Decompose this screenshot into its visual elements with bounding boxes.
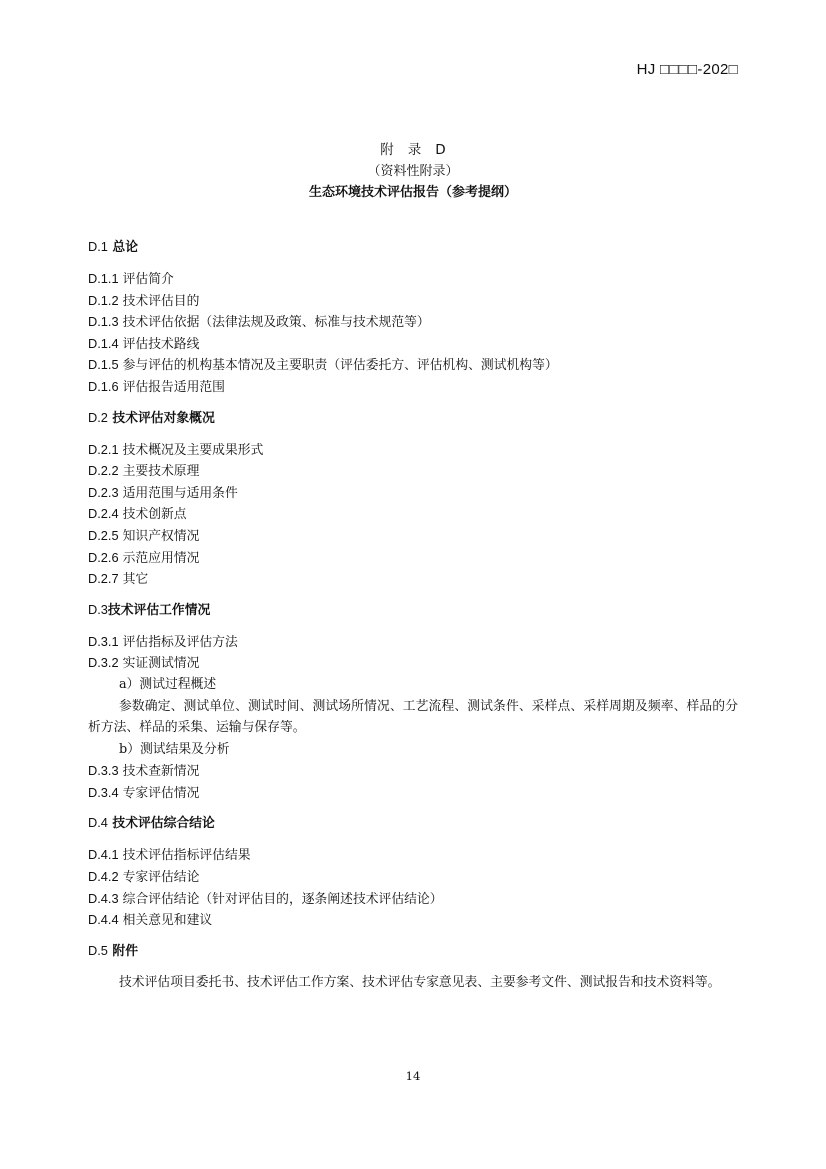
item-text: 主要技术原理 <box>122 464 200 480</box>
document-code: HJ □□□□-202□ <box>636 61 738 78</box>
list-item <box>88 547 738 569</box>
list-item <box>88 782 738 804</box>
list-item <box>88 866 738 888</box>
appendix-word-1: 附 <box>380 142 394 158</box>
item-text: 技术创新点 <box>122 507 187 523</box>
list-item <box>88 844 738 866</box>
item-number: D.4.3 <box>88 890 119 906</box>
item-text: 技术评估指标评估结果 <box>122 848 251 864</box>
section-number: D.3 <box>88 601 108 617</box>
list-item <box>88 503 738 525</box>
item-text: 实证测试情况 <box>122 656 200 672</box>
item-text: 适用范围与适用条件 <box>122 485 238 501</box>
item-number: D.2.3 <box>88 484 119 500</box>
item-text: 参与评估的机构基本情况及主要职责（评估委托方、评估机构、测试机构等） <box>122 358 558 374</box>
appendix-label <box>0 140 826 161</box>
list-item <box>88 311 738 333</box>
item-text: 评估指标及评估方法 <box>122 634 238 650</box>
item-number: D.1.5 <box>88 357 119 373</box>
list-item <box>88 631 738 653</box>
section-title: 总论 <box>112 240 138 255</box>
subitem-a-paragraph: 参数确定、测试单位、测试时间、测试场所情况、工艺流程、测试条件、采样点、采样周期及频率、样品的分析方法、样品的采集、运输与保存等。 <box>88 698 738 736</box>
subitem-b: b）测试结果及分析 <box>119 741 230 757</box>
subitem-a: a）测试过程概述 <box>119 676 217 692</box>
item-number: D.1.3 <box>88 314 119 330</box>
appendix-word-2: 录 <box>407 142 422 158</box>
section-number: D.1 <box>88 239 108 254</box>
item-text: 评估简介 <box>122 272 174 287</box>
list-item <box>88 268 738 290</box>
page-number: 14 <box>405 1069 421 1083</box>
list-item <box>88 888 738 910</box>
item-number: D.2.2 <box>88 463 119 479</box>
item-text: 专家评估结论 <box>122 870 200 886</box>
section-number: D.4 <box>88 815 108 831</box>
section-number: D.5 <box>88 942 108 958</box>
item-number: D.4.4 <box>88 912 119 928</box>
list-item <box>88 652 738 674</box>
appendix-title: 生态环境技术评估报告（参考提纲） <box>308 185 517 200</box>
item-number: D.3.3 <box>88 763 119 779</box>
list-item <box>88 482 738 504</box>
list-item <box>88 460 738 482</box>
item-number: D.3.2 <box>88 655 119 671</box>
item-number: D.2.7 <box>88 571 119 587</box>
section-heading-d5 <box>88 940 738 962</box>
item-number: D.1.4 <box>88 335 119 351</box>
item-number: D.1.1 <box>88 271 119 286</box>
section-number: D.2 <box>88 409 108 425</box>
list-item <box>88 376 738 398</box>
item-text: 技术查新情况 <box>122 764 200 780</box>
section-title: 技术评估对象概况 <box>112 410 215 426</box>
document-body <box>88 236 738 993</box>
appendix-letter: D <box>435 142 446 158</box>
list-item <box>88 760 738 782</box>
item-text: 技术评估依据（法律法规及政策、标准与技术规范等） <box>122 315 430 331</box>
item-text: 综合评估结论（针对评估目的，逐条阐述技术评估结论） <box>122 891 443 907</box>
item-number: D.1.2 <box>88 292 119 308</box>
item-text: 其它 <box>122 572 149 588</box>
list-item <box>88 525 738 547</box>
section-title: 技术评估工作情况 <box>107 602 211 618</box>
item-text: 评估技术路线 <box>122 336 200 352</box>
section-title: 技术评估综合结论 <box>112 816 215 832</box>
section-heading-d4 <box>88 812 738 834</box>
item-number: D.2.5 <box>88 527 119 543</box>
list-item <box>88 333 738 355</box>
item-number: D.2.4 <box>88 506 119 522</box>
list-item <box>88 909 738 931</box>
appendix-type: （资料性附录） <box>367 164 459 179</box>
item-number: D.4.1 <box>88 847 119 863</box>
item-text: 技术评估目的 <box>122 293 200 309</box>
item-text: 评估报告适用范围 <box>122 379 225 395</box>
section-heading-d3 <box>88 599 738 621</box>
list-item <box>88 568 738 590</box>
item-text: 知识产权情况 <box>122 528 200 544</box>
item-number: D.2.1 <box>88 441 119 457</box>
appendix-title-block <box>0 140 826 203</box>
list-item <box>88 290 738 312</box>
list-item <box>88 439 738 461</box>
section-heading-d2 <box>88 407 738 429</box>
section-heading-d1 <box>88 236 738 258</box>
item-number: D.3.1 <box>88 633 119 649</box>
section-title: 附件 <box>112 943 138 959</box>
item-text: 技术概况及主要成果形式 <box>122 442 264 458</box>
item-text: 示范应用情况 <box>122 550 200 566</box>
item-number: D.2.6 <box>88 549 119 565</box>
item-number: D.3.4 <box>88 784 119 800</box>
attachments-paragraph: 技术评估项目委托书、技术评估工作方案、技术评估专家意见表、主要参考文件、测试报告和技术资料等。 <box>119 974 721 990</box>
item-number: D.1.6 <box>88 378 119 394</box>
list-item <box>88 354 738 376</box>
item-text: 专家评估情况 <box>122 785 200 801</box>
item-number: D.4.2 <box>88 869 119 885</box>
item-text: 相关意见和建议 <box>122 913 213 929</box>
